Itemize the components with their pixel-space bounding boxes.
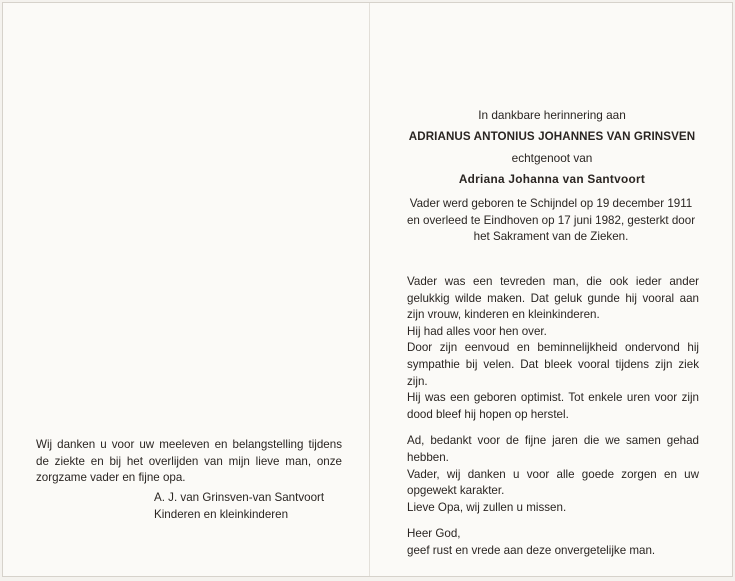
- signature-family: Kinderen en kleinkinderen: [154, 508, 289, 521]
- tribute-paragraph: Vader was een tevreden man, die ook ieder ander gelukkig wilde maken. Dat geluk gunde hij vooral aan zijn vrouw, kinderen en kleinkinderen.: [407, 275, 699, 322]
- tribute-paragraph: Ad, bedankt voor de fijne jaren die we samen gehad hebben.: [407, 434, 699, 464]
- tribute-paragraph: Hij was een geboren optimist. Tot enkele uren voor zijn dood bleef hij hopen op herstel.: [407, 391, 699, 421]
- right-page: [370, 3, 734, 576]
- tribute-paragraph: Vader, wij danken u voor alle goede zorgen en uw opgewekt karakter.: [407, 467, 699, 498]
- birth-line: Vader werd geboren te Schijndel op 19 december 1911: [409, 197, 693, 210]
- thanks-paragraph: Wij danken u voor uw meeleven en belangstelling tijdens de ziekte en bij het overlijden van mijn lieve man, onze zorgzame vader en fijne opa.: [36, 438, 342, 485]
- birth-info: [401, 196, 701, 246]
- intro-line: In dankbare herinnering aan: [478, 108, 626, 122]
- signature-name: A. J. van Grinsven-van Santvoort: [154, 491, 325, 504]
- left-page: [3, 3, 369, 576]
- prayer-line: geef rust en vrede aan deze onvergetelijke man.: [407, 543, 656, 557]
- prayer-line: Heer God,: [407, 527, 461, 541]
- deceased-name: ADRIANUS ANTONIUS JOHANNES VAN GRINSVEN: [408, 130, 696, 143]
- spouse-label: echtgenoot van: [511, 151, 593, 165]
- tribute-text: [407, 274, 699, 560]
- spouse-name: Adriana Johanna van Santvoort: [458, 172, 646, 186]
- sacrament-line: het Sakrament van de Zieken.: [473, 230, 629, 243]
- memorial-card: [2, 2, 733, 577]
- death-line: en overleed te Eindhoven op 17 juni 1982, gesterkt door: [406, 213, 696, 227]
- signature: [154, 489, 324, 523]
- tribute-paragraph: Lieve Opa, wij zullen u missen.: [407, 500, 567, 514]
- tribute-paragraph: Door zijn eenvoud en beminnelijkheid ondervond hij sympathie bij velen. Dat bleek vooral tijdens zijn ziek zijn.: [407, 341, 699, 388]
- tribute-paragraph: Hij had alles voor hen over.: [407, 324, 547, 338]
